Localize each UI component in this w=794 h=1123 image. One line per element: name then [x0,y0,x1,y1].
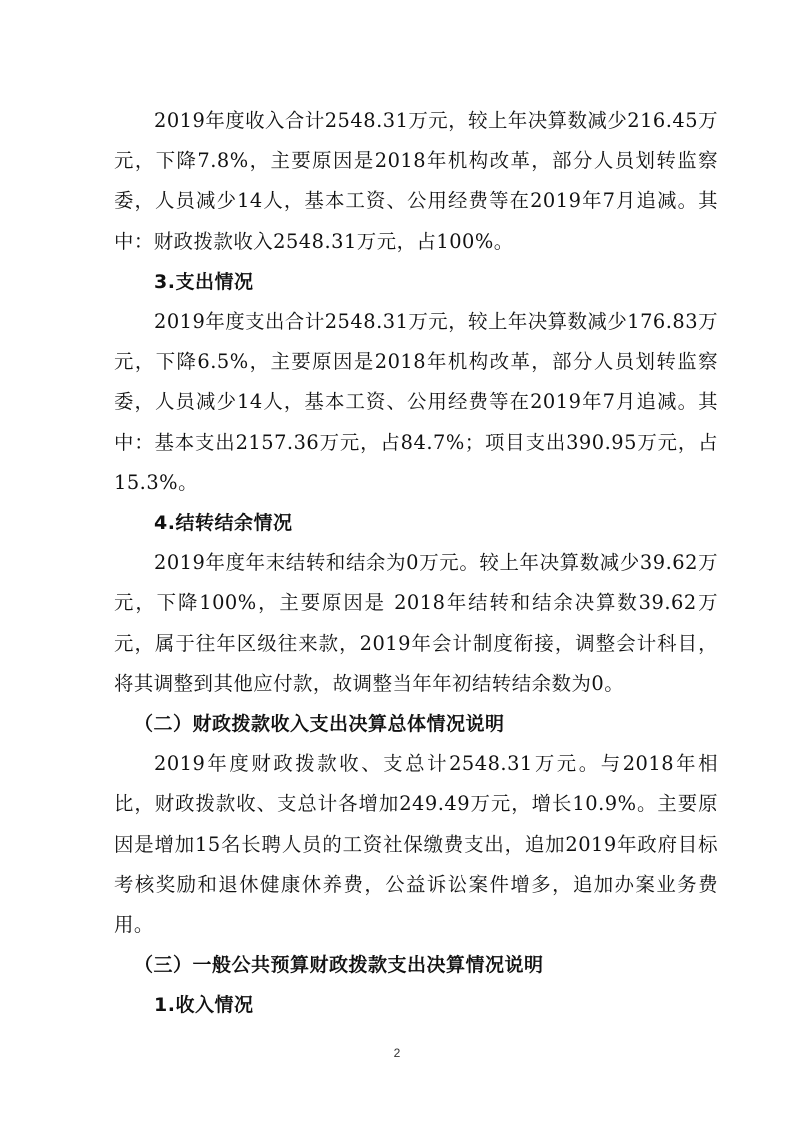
document-body [114,101,718,1026]
heading-expenditure: 3.支出情况 [154,270,254,293]
paragraph-income-total: 2019年度收入合计2548.31万元，较上年决算数减少216.45万元，下降7.8%，主要原因是2018年机构改革，部分人员划转监察委，人员减少14人，基本工资、公用经费等在2019年7月追减。其中：财政拨款收入2548.31万元，占100%。 [114,109,718,253]
paragraph-fiscal-appropriation: 2019年度财政拨款收、支总计2548.31万元。与2018年相比，财政拨款收、支总计各增加249.49万元，增长10.9%。主要原因是增加15名长聘人员的工资社保缴费支出，追加2019年政府目标考核奖励和退休健康休养费，公益诉讼案件增多，追加办案业务费用。 [114,752,718,937]
heading-income: 1.收入情况 [154,994,254,1017]
paragraph-carryover: 2019年度年末结转和结余为0万元。较上年决算数减少39.62万元，下降100%，主要原因是 2018年结转和结余决算数39.62万元，属于往年区级往来款，2019年会计制度衔接，调整会计科目，将其调整到其他应付款，故调整当年年初结转结余数为0。 [114,551,718,695]
paragraph-expenditure-total: 2019年度支出合计2548.31万元，较上年决算数减少176.83万元，下降6.5%，主要原因是2018年机构改革，部分人员划转监察委，人员减少14人，基本工资、公用经费等在2019年7月追减。其中：基本支出2157.36万元，占84.7%；项目支出390.95万元，占15.3%。 [114,310,718,494]
heading-carryover: 4.结转结余情况 [154,512,293,535]
heading-section-three: （三）一般公共预算财政拨款支出决算情况说明 [134,954,544,977]
page-number: 2 [393,1046,401,1060]
heading-section-two: （二）财政拨款收入支出决算总体情况说明 [134,713,505,736]
